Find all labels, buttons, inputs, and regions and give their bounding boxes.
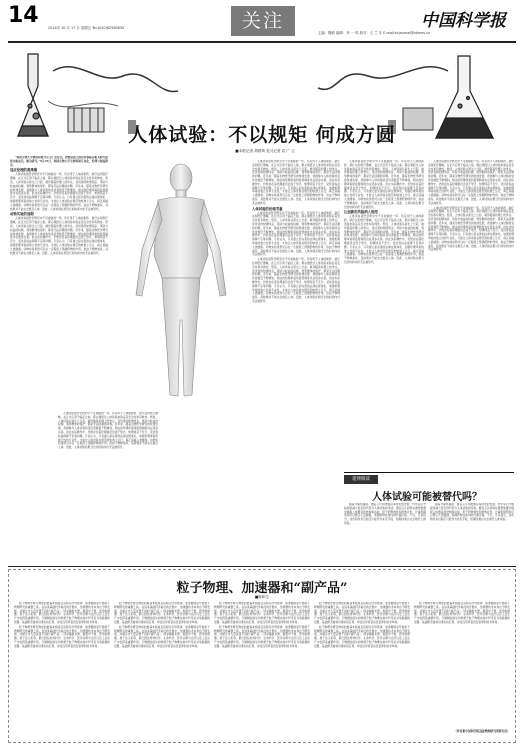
bottom-rule: [8, 566, 516, 567]
feature-column-1: [10, 156, 108, 456]
feature-body-5a: 人体试验是医学研究中不可或缺的一环。所有用于人体的新药、新疗法和医疗器械，在正式应用于临床之前，都必须经过人体试验来验证其安全性和有效性。然而，人体试验从诞生之日起，就伴随着伦理上的争议。受试者的知情同意、风险与收益的权衡、弱势群体的保护，都是无法回避的问题。近年来，随着生物医学研究的快速发展，我国参与人体试验的受试者数量不断增加，相关的伦理审查和监管制度也在逐步完善。但在实际操作中，仍然存在着伦理委员会流于形式、知情同意不充分、受试者权益保障不足等问题。专家认为，只有建立起完善的法律法规体系，加强伦理审查的独立性和专业性，才能让人体试验在规范的轨道上运行，真正造福人类健康。动物实验虽然可以在一定程度上预测药物的作用，但由于物种差异，其结果并不能完全推及人体。因此，人体试验在相当长的时间内仍无法被替代。: [428, 160, 514, 205]
bottom-column-2: [114, 602, 210, 736]
sidebar-title: 人体试验可能被替代吗？: [372, 492, 482, 503]
flask-right-icon: [436, 56, 493, 138]
sidebar-rule: [344, 472, 514, 473]
human-figure-illustration: [112, 160, 250, 410]
feature-body-5b: 人体试验是医学研究中不可或缺的一环。所有用于人体的新药、新疗法和医疗器械，在正式应用于临床之前，都必须经过人体试验来验证其安全性和有效性。然而，人体试验从诞生之日起，就伴随着伦理上的争议。受试者的知情同意、风险与收益的权衡、弱势群体的保护，都是无法回避的问题。近年来，随着生物医学研究的快速发展，我国参与人体试验的受试者数量不断增加，相关的伦理审查和监管制度也在逐步完善。但在实际操作中，仍然存在着伦理委员会流于形式、知情同意不充分、受试者权益保障不足等问题。专家认为，只有建立起完善的法律法规体系，加强伦理审查的独立性和专业性，才能让人体试验在规范的轨道上运行，真正造福人类健康。动物实验虽然可以在一定程度上预测药物的作用，但由于物种差异，其结果并不能完全推及人体。因此，人体试验在相当长的时间内仍无法被替代。: [428, 205, 514, 252]
feature-body-4a: 人体试验是医学研究中不可或缺的一环。所有用于人体的新药、新疗法和医疗器械，在正式应用于临床之前，都必须经过人体试验来验证其安全性和有效性。然而，人体试验从诞生之日起，就伴随着伦理上的争议。受试者的知情同意、风险与收益的权衡、弱势群体的保护，都是无法回避的问题。近年来，随着生物医学研究的快速发展，我国参与人体试验的受试者数量不断增加，相关的伦理审查和监管制度也在逐步完善。但在实际操作中，仍然存在着伦理委员会流于形式、知情同意不充分、受试者权益保障不足等问题。专家认为，只有建立起完善的法律法规体系，加强伦理审查的独立性和专业性，才能让人体试验在规范的轨道上运行，真正造福人类健康。动物实验虽然可以在一定程度上预测药物的作用，但由于物种差异，其结果并不能完全推及人体。因此，人体试验在相当长的时间内仍无法被替代。: [344, 160, 424, 209]
section-tag: 关注: [231, 6, 295, 36]
feature-body-2: 人体试验是医学研究中不可或缺的一环。所有用于人体的新药、新疗法和医疗器械，在正式应用于临床之前，都必须经过人体试验来验证其安全性和有效性。然而，人体试验从诞生之日起，就伴随着伦理上的争议。受试者的知情同意、风险与收益的权衡、弱势群体的保护，都是无法回避的问题。近年来，随着生物医学研究的快速发展，我国参与人体试验的受试者数量不断增加，相关的伦理审查和监管制度也在逐步完善。但在实际操作中，仍然存在着伦理委员会流于形式、知情同意不充分、受试者权益保障不足等问题。专家认为，只有建立起完善的法律法规体系，加强伦理审查的独立性和专业性，才能让人体试验在规范的轨道上运行，真正造福人类健康。动物实验虽然可以在一定程度上预测药物的作用，但由于物种差异，其结果并不能完全推及人体。因此，人体试验在相当长的时间内仍无法被替代。: [58, 412, 158, 450]
tube-right: [318, 67, 448, 90]
bottom-body-3: 粒子物理学研究物质的最基本组成及其相互作用规律，加速器则是开展粒子物理研究的重要工具。在追求基础科学前沿的过程中，加速器技术本身也不断发展，并催生出大量意想不到的“副产品”。同步辐射光源、散裂中子源、医用加速器、离子注入机等，都已经在材料科学、生命科学、医学诊断与治疗以及工业生产中发挥着重要作用。万维网的诞生同样源于粒子物理实验中科学家共享数据的需要。基础研究看似远离实际应用，却往往孕育着改变世界的技术革命。: [214, 602, 310, 624]
page-number: 14: [8, 3, 39, 28]
bottom-body-2: 粒子物理学研究物质的最基本组成及其相互作用规律，加速器则是开展粒子物理研究的重要工具。在追求基础科学前沿的过程中，加速器技术本身也不断发展，并催生出大量意想不到的“副产品”。同步辐射光源、散裂中子源、医用加速器、离子注入机等，都已经在材料科学、生命科学、医学诊断与治疗以及工业生产中发挥着重要作用。万维网的诞生同样源于粒子物理实验中科学家共享数据的需要。基础研究看似远离实际应用，却往往孕育着改变世界的技术革命。: [114, 602, 210, 624]
feature-column-2: [58, 412, 158, 560]
feature-body-3a: 人体试验是医学研究中不可或缺的一环。所有用于人体的新药、新疗法和医疗器械，在正式应用于临床之前，都必须经过人体试验来验证其安全性和有效性。然而，人体试验从诞生之日起，就伴随着伦理上的争议。受试者的知情同意、风险与收益的权衡、弱势群体的保护，都是无法回避的问题。近年来，随着生物医学研究的快速发展，我国参与人体试验的受试者数量不断增加，相关的伦理审查和监管制度也在逐步完善。但在实际操作中，仍然存在着伦理委员会流于形式、知情同意不充分、受试者权益保障不足等问题。专家认为，只有建立起完善的法律法规体系，加强伦理审查的独立性和专业性，才能让人体试验在规范的轨道上运行，真正造福人类健康。动物实验虽然可以在一定程度上预测药物的作用，但由于物种差异，其结果并不能完全推及人体。因此，人体试验在相当长的时间内仍无法被替代。: [252, 160, 340, 205]
subhead-3: 人体试验的伦理考量: [252, 206, 283, 211]
bottom-column-5: [414, 602, 510, 728]
tube-rack-icon: [68, 108, 104, 132]
bottom-body-2b: 粒子物理学研究物质的最基本组成及其相互作用规律，加速器则是开展粒子物理研究的重要工具。在追求基础科学前沿的过程中，加速器技术本身也不断发展，并催生出大量意想不到的“副产品”。同步辐射光源、散裂中子源、医用加速器、离子注入机等，都已经在材料科学、生命科学、医学诊断与治疗以及工业生产中发挥着重要作用。万维网的诞生同样源于粒子物理实验中科学家共享数据的需要。基础研究看似远离实际应用，却往往孕育着改变世界的技术革命。: [114, 624, 210, 648]
header-rule: [8, 41, 516, 43]
feature-lead: “韩国生物大学教授和研究生为了发论文，把他请进人体医药和临床相关研究最终实验成员，做为研究。”9月29日，韩国生物大学生物科研专业化，伦理与制度研究。: [10, 156, 108, 167]
feature-column-5: [428, 160, 514, 468]
bottom-byline: ■陈和生: [254, 595, 270, 599]
feature-column-3: [252, 160, 340, 560]
feature-title: 人体试验：不以规矩 何成方圆: [128, 124, 396, 146]
sidebar-body-1: 随着计算机模拟、器官芯片和类器官等技术的发展，科学家们开始探索减少甚至替代部分人体试验的可能。器官芯片能够在微型装置中模拟人体器官的结构和功能，用于药物毒性和药效评价。计算机模型则可以整合大量数据，预测药物在体内的代谢过程。不过，专家指出，这些新技术目前还只能作为补充手段，短期内难以完全取代人体试验。: [344, 503, 426, 525]
bottom-column-3: [214, 602, 310, 736]
sidebar-label: 延伸阅读: [344, 475, 378, 484]
subhead-2: 动物实验的局限: [10, 212, 34, 217]
bottom-body-1: 粒子物理学研究物质的最基本组成及其相互作用规律，加速器则是开展粒子物理研究的重要工具。在追求基础科学前沿的过程中，加速器技术本身也不断发展，并催生出大量意想不到的“副产品”。同步辐射光源、散裂中子源、医用加速器、离子注入机等，都已经在材料科学、生命科学、医学诊断与治疗以及工业生产中发挥着重要作用。万维网的诞生同样源于粒子物理实验中科学家共享数据的需要。基础研究看似远离实际应用，却往往孕育着改变世界的技术革命。: [14, 602, 110, 624]
feature-body-4b: 人体试验是医学研究中不可或缺的一环。所有用于人体的新药、新疗法和医疗器械，在正式应用于临床之前，都必须经过人体试验来验证其安全性和有效性。然而，人体试验从诞生之日起，就伴随着伦理上的争议。受试者的知情同意、风险与收益的权衡、弱势群体的保护，都是无法回避的问题。近年来，随着生物医学研究的快速发展，我国参与人体试验的受试者数量不断增加，相关的伦理审查和监管制度也在逐步完善。但在实际操作中，仍然存在着伦理委员会流于形式、知情同意不充分、受试者权益保障不足等问题。专家认为，只有建立起完善的法律法规体系，加强伦理审查的独立性和专业性，才能让人体试验在规范的轨道上运行，真正造福人类健康。动物实验虽然可以在一定程度上预测药物的作用，但由于物种差异，其结果并不能完全推及人体。因此，人体试验在相当长的时间内仍无法被替代。: [344, 214, 424, 264]
bottom-body-4b: 粒子物理学研究物质的最基本组成及其相互作用规律，加速器则是开展粒子物理研究的重要工具。在追求基础科学前沿的过程中，加速器技术本身也不断发展，并催生出大量意想不到的“副产品”。同步辐射光源、散裂中子源、医用加速器、离子注入机等，都已经在材料科学、生命科学、医学诊断与治疗以及工业生产中发挥着重要作用。万维网的诞生同样源于粒子物理实验中科学家共享数据的需要。基础研究看似远离实际应用，却往往孕育着改变世界的技术革命。: [314, 624, 410, 648]
bottom-column-1: [14, 602, 110, 736]
feature-body-3b: 人体试验是医学研究中不可或缺的一环。所有用于人体的新药、新疗法和医疗器械，在正式应用于临床之前，都必须经过人体试验来验证其安全性和有效性。然而，人体试验从诞生之日起，就伴随着伦理上的争议。受试者的知情同意、风险与收益的权衡、弱势群体的保护，都是无法回避的问题。近年来，随着生物医学研究的快速发展，我国参与人体试验的受试者数量不断增加，相关的伦理审查和监管制度也在逐步完善。但在实际操作中，仍然存在着伦理委员会流于形式、知情同意不充分、受试者权益保障不足等问题。专家认为，只有建立起完善的法律法规体系，加强伦理审查的独立性和专业性，才能让人体试验在规范的轨道上运行，真正造福人类健康。动物实验虽然可以在一定程度上预测药物的作用，但由于物种差异，其结果并不能完全推及人体。因此，人体试验在相当长的时间内仍无法被替代。: [252, 210, 340, 257]
sidebar-column-2: [430, 503, 514, 561]
bottom-body-4: 粒子物理学研究物质的最基本组成及其相互作用规律，加速器则是开展粒子物理研究的重要工具。在追求基础科学前沿的过程中，加速器技术本身也不断发展，并催生出大量意想不到的“副产品”。同步辐射光源、散裂中子源、医用加速器、离子注入机等，都已经在材料科学、生命科学、医学诊断与治疗以及工业生产中发挥着重要作用。万维网的诞生同样源于粒子物理实验中科学家共享数据的需要。基础研究看似远离实际应用，却往往孕育着改变世界的技术革命。: [314, 602, 410, 624]
sidebar-column-1: [344, 503, 426, 561]
subhead-4: 让创新的风险纳入规范: [344, 210, 378, 215]
feature-column-4: [344, 160, 424, 468]
feature-byline: ■本报记者 胡珉琦 见习记者 袁 广 卫: [235, 149, 295, 153]
bottom-column-4: [314, 602, 410, 736]
bottom-body-1b: 粒子物理学研究物质的最基本组成及其相互作用规律，加速器则是开展粒子物理研究的重要工具。在追求基础科学前沿的过程中，加速器技术本身也不断发展，并催生出大量意想不到的“副产品”。同步辐射光源、散裂中子源、医用加速器、离子注入机等，都已经在材料科学、生命科学、医学诊断与治疗以及工业生产中发挥着重要作用。万维网的诞生同样源于粒子物理实验中科学家共享数据的需要。基础研究看似远离实际应用，却往往孕育着改变世界的技术革命。: [14, 624, 110, 648]
flask-left-icon: [18, 54, 48, 136]
bottom-title: 粒子物理、加速器和“副产品”: [176, 581, 348, 596]
bottom-body-5: 粒子物理学研究物质的最基本组成及其相互作用规律，加速器则是开展粒子物理研究的重要工具。在追求基础科学前沿的过程中，加速器技术本身也不断发展，并催生出大量意想不到的“副产品”。同步辐射光源、散裂中子源、医用加速器、离子注入机等，都已经在材料科学、生命科学、医学诊断与治疗以及工业生产中发挥着重要作用。万维网的诞生同样源于粒子物理实验中科学家共享数据的需要。基础研究看似远离实际应用，却往往孕育着改变世界的技术革命。: [414, 602, 510, 624]
feature-body-1b: 人体试验是医学研究中不可或缺的一环。所有用于人体的新药、新疗法和医疗器械，在正式应用于临床之前，都必须经过人体试验来验证其安全性和有效性。然而，人体试验从诞生之日起，就伴随着伦理上的争议。受试者的知情同意、风险与收益的权衡、弱势群体的保护，都是无法回避的问题。近年来，随着生物医学研究的快速发展，我国参与人体试验的受试者数量不断增加，相关的伦理审查和监管制度也在逐步完善。但在实际操作中，仍然存在着伦理委员会流于形式、知情同意不充分、受试者权益保障不足等问题。专家认为，只有建立起完善的法律法规体系，加强伦理审查的独立性和专业性，才能让人体试验在规范的轨道上运行，真正造福人类健康。动物实验虽然可以在一定程度上预测药物的作用，但由于物种差异，其结果并不能完全推及人体。因此，人体试验在相当长的时间内仍无法被替代。: [10, 216, 108, 255]
sidebar-body-2: 随着计算机模拟、器官芯片和类器官等技术的发展，科学家们开始探索减少甚至替代部分人体试验的可能。器官芯片能够在微型装置中模拟人体器官的结构和功能，用于药物毒性和药效评价。计算机模型则可以整合大量数据，预测药物在体内的代谢过程。不过，专家指出，这些新技术目前还只能作为补充手段，短期内难以完全取代人体试验。: [430, 503, 514, 522]
editor-line: 主编：魏莉 编辑：李 一 鸣 校对：王 兰 年 E-mail:kcjournal@stimes.cn: [318, 31, 431, 35]
feature-body-1a: 人体试验是医学研究中不可或缺的一环。所有用于人体的新药、新疗法和医疗器械，在正式应用于临床之前，都必须经过人体试验来验证其安全性和有效性。然而，人体试验从诞生之日起，就伴随着伦理上的争议。受试者的知情同意、风险与收益的权衡、弱势群体的保护，都是无法回避的问题。近年来，随着生物医学研究的快速发展，我国参与人体试验的受试者数量不断增加，相关的伦理审查和监管制度也在逐步完善。但在实际操作中，仍然存在着伦理委员会流于形式、知情同意不充分、受试者权益保障不足等问题。专家认为，只有建立起完善的法律法规体系，加强伦理审查的独立性和专业性，才能让人体试验在规范的轨道上运行，真正造福人类健康。动物实验虽然可以在一定程度上预测药物的作用，但由于物种差异，其结果并不能完全推及人体。因此，人体试验在相当长的时间内仍无法被替代。: [10, 172, 108, 211]
subhead-1: 违反伦理的黄禹锡: [10, 168, 38, 173]
author-note: （作者系中国科学院高能物理研究所研究员）: [454, 729, 510, 733]
feature-body-3c: 人体试验是医学研究中不可或缺的一环。所有用于人体的新药、新疗法和医疗器械，在正式应用于临床之前，都必须经过人体试验来验证其安全性和有效性。然而，人体试验从诞生之日起，就伴随着伦理上的争议。受试者的知情同意、风险与收益的权衡、弱势群体的保护，都是无法回避的问题。近年来，随着生物医学研究的快速发展，我国参与人体试验的受试者数量不断增加，相关的伦理审查和监管制度也在逐步完善。但在实际操作中，仍然存在着伦理委员会流于形式、知情同意不充分、受试者权益保障不足等问题。专家认为，只有建立起完善的法律法规体系，加强伦理审查的独立性和专业性，才能让人体试验在规范的轨道上运行，真正造福人类健康。动物实验虽然可以在一定程度上预测药物的作用，但由于物种差异，其结果并不能完全推及人体。因此，人体试验在相当长的时间内仍无法被替代。: [252, 257, 340, 303]
tube-left: [53, 67, 178, 92]
date-line: 2014年 10 月 17 日 星期五 Tel:(010)62580630: [48, 26, 125, 30]
bottom-body-3b: 粒子物理学研究物质的最基本组成及其相互作用规律，加速器则是开展粒子物理研究的重要工具。在追求基础科学前沿的过程中，加速器技术本身也不断发展，并催生出大量意想不到的“副产品”。同步辐射光源、散裂中子源、医用加速器、离子注入机等，都已经在材料科学、生命科学、医学诊断与治疗以及工业生产中发挥着重要作用。万维网的诞生同样源于粒子物理实验中科学家共享数据的需要。基础研究看似远离实际应用，却往往孕育着改变世界的技术革命。: [214, 624, 310, 648]
brand-logo: 中国科学报: [421, 11, 506, 31]
